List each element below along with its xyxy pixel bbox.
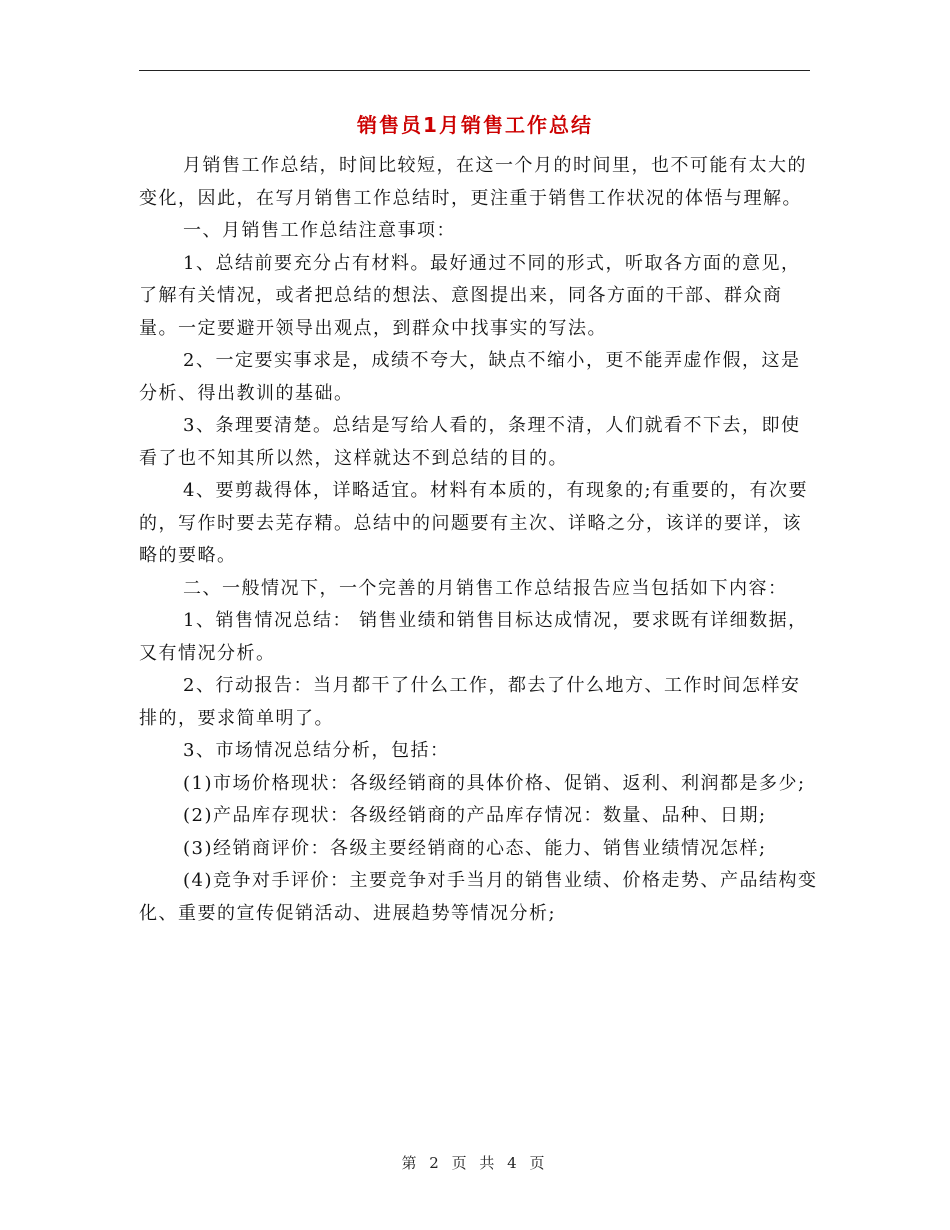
- page-number: 第 2 页 共 4 页: [401, 1154, 549, 1172]
- paragraph-market-1: (1)市场价格现状：各级经销商的具体价格、促销、返利、利润都是多少;: [183, 772, 806, 794]
- paragraph-market-4: (4)竞争对手评价：主要竞争对手当月的销售业绩、价格走势、产品结构变化、重要的宣传促销活动、进展趋势等情况分析;: [139, 870, 818, 924]
- paragraph-item-4: 4、要剪裁得体，详略适宜。材料有本质的，有现象的;有重要的，有次要的，写作时要去芜存精。总结中的问题要有主次、详略之分，该详的要详，该略的要略。: [139, 480, 809, 566]
- paragraph-intro: 月销售工作总结，时间比较短，在这一个月的时间里，也不可能有太大的变化，因此，在写月销售工作总结时，更注重于销售工作状况的体悟与理解。: [139, 155, 807, 209]
- paragraph-section-2-heading: 二、一般情况下，一个完善的月销售工作总结报告应当包括如下内容：: [183, 577, 788, 599]
- paragraph-section-1-heading: 一、月销售工作总结注意事项：: [183, 220, 456, 241]
- paragraph-report-2: 2、行动报告：当月都干了什么工作，都去了什么地方、工作时间怎样安排的，要求简单明了。: [139, 675, 801, 729]
- paragraph-report-3: 3、市场情况总结分析，包括：: [183, 740, 450, 761]
- paragraph-market-2: (2)产品库存现状：各级经销商的产品库存情况：数量、品种、日期;: [183, 805, 767, 826]
- paragraph-report-1: 1、销售情况总结： 销售业绩和销售目标达成情况，要求既有详细数据，又有情况分析。: [139, 610, 808, 664]
- paragraph-market-3: (3)经销商评价：各级主要经销商的心态、能力、销售业绩情况怎样;: [183, 837, 767, 859]
- paragraph-item-1: 1、总结前要充分占有材料。最好通过不同的形式，听取各方面的意见，了解有关情况，或者把总结的想法、意图提出来，同各方面的干部、群众商量。一定要避开领导出观点，到群众中找事实的写法。: [139, 252, 801, 339]
- document-title: 销售员1月销售工作总结: [357, 113, 593, 137]
- paragraph-item-2: 2、一定要实事求是，成绩不夸大，缺点不缩小，更不能弄虚作假，这是分析、得出教训的基础。: [139, 350, 801, 404]
- header-rule: [139, 70, 810, 71]
- paragraph-item-3: 3、条理要清楚。总结是写给人看的，条理不清，人们就看不下去，即使看了也不知其所以然，这样就达不到总结的目的。: [139, 415, 801, 469]
- document-body: [139, 150, 819, 930]
